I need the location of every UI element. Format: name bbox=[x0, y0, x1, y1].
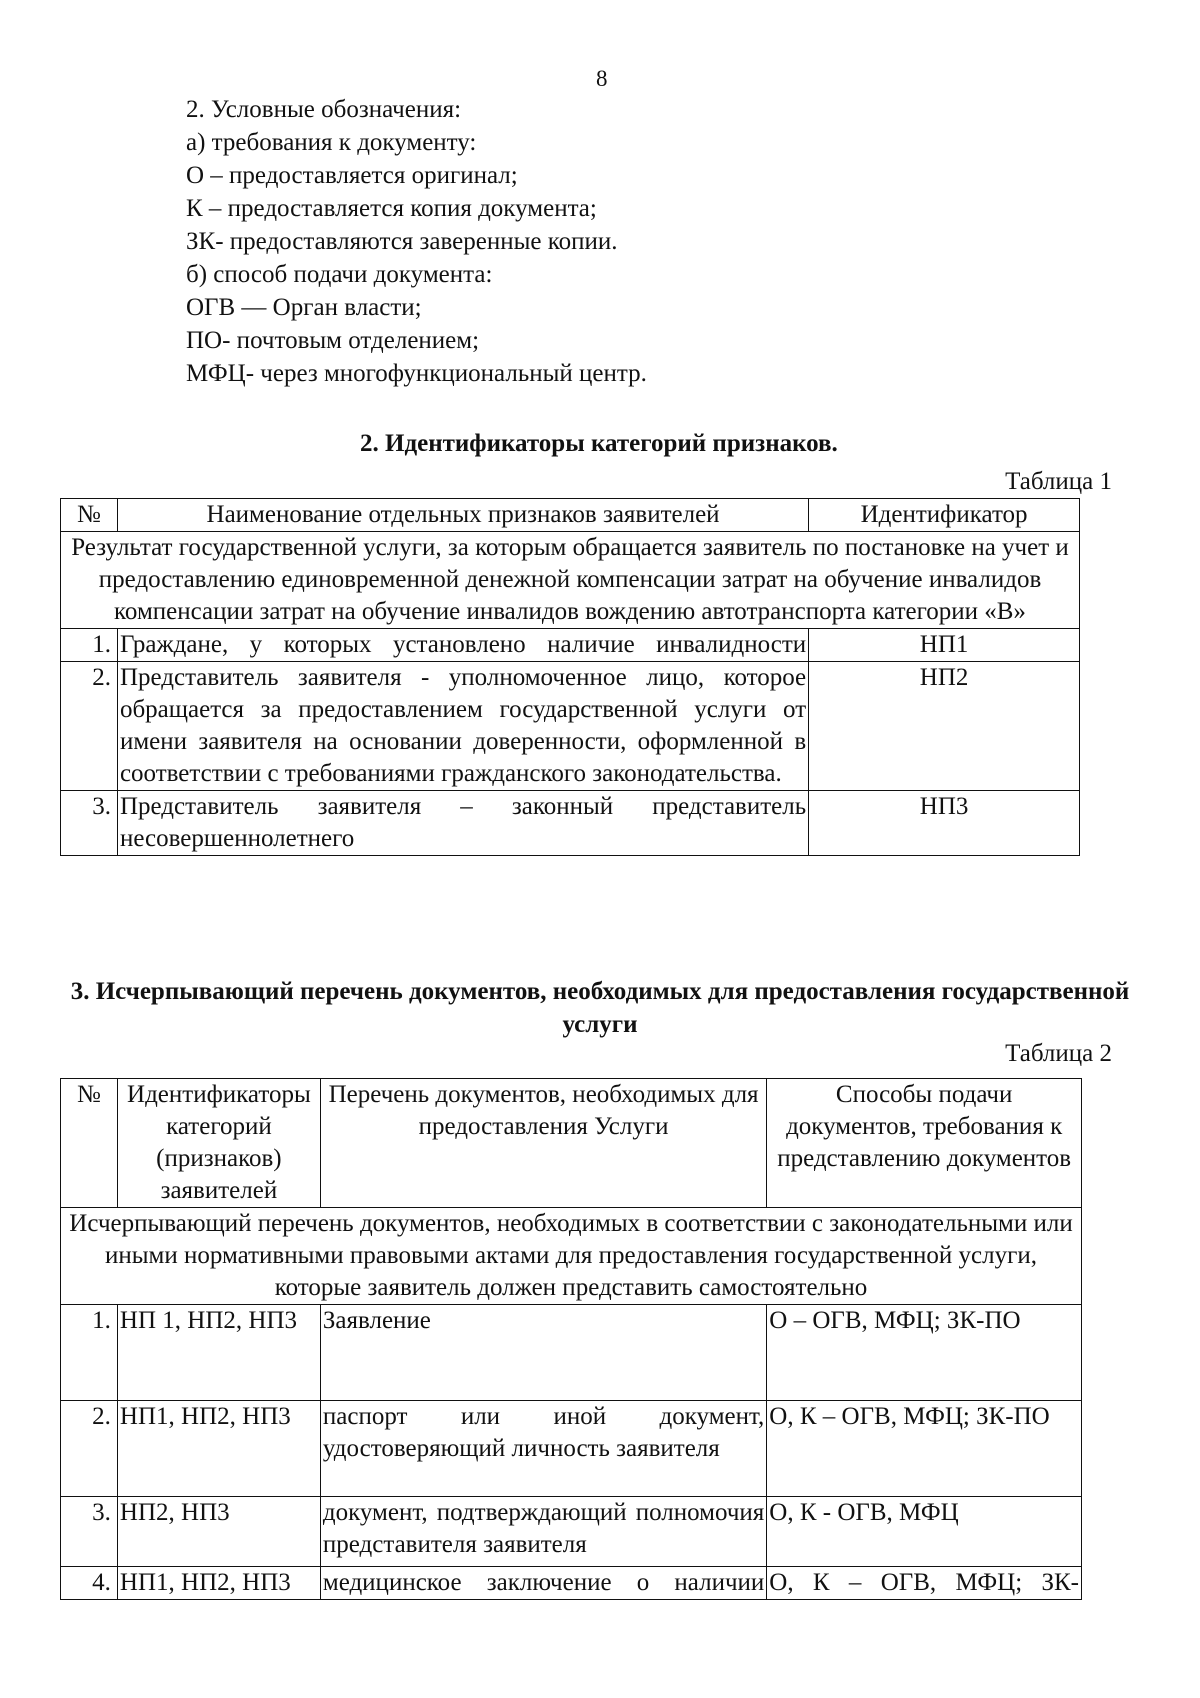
table-2 bbox=[60, 1078, 1082, 1600]
row-identifiers: НП1, НП2, НП3 bbox=[117, 1567, 320, 1600]
row-number: 3. bbox=[61, 1497, 118, 1567]
table-1-caption: Таблица 1 bbox=[1005, 468, 1112, 495]
group-cell: Результат государственной услуги, за которым обращается заявитель по постановке на учет и предоставлению единовременной денежной компенсации затрат на обучение инвалидов компенсации затрат на обучение инвалидов вождению автотранспорта категории «В» bbox=[61, 532, 1080, 629]
row-number: 3. bbox=[61, 791, 118, 856]
legend-line: МФЦ- через многофункциональный центр. bbox=[186, 360, 647, 387]
row-number: 1. bbox=[61, 629, 118, 662]
row-number: 2. bbox=[61, 1401, 118, 1497]
row-identifiers: НП2, НП3 bbox=[117, 1497, 320, 1567]
row-method: О, К – ОГВ, МФЦ; ЗК- bbox=[767, 1567, 1082, 1600]
row-number: 2. bbox=[61, 662, 118, 791]
row-identifier: НП1 bbox=[809, 629, 1080, 662]
row-method: О – ОГВ, МФЦ; ЗК-ПО bbox=[767, 1305, 1082, 1401]
row-document: документ, подтверждающий полномочия представителя заявителя bbox=[320, 1497, 766, 1567]
legend-line: О – предоставляется оригинал; bbox=[186, 162, 518, 189]
header-cell: № bbox=[61, 1079, 118, 1208]
row-document: паспорт или иной документ, удостоверяющий личность заявителя bbox=[320, 1401, 766, 1497]
legend-line: ОГВ — Орган власти; bbox=[186, 294, 422, 321]
row-method: О, К – ОГВ, МФЦ; ЗК-ПО bbox=[767, 1401, 1082, 1497]
section-2-title: 2. Идентификаторы категорий признаков. bbox=[360, 430, 838, 457]
table-row bbox=[61, 662, 1080, 791]
group-cell: Исчерпывающий перечень документов, необходимых в соответствии с законодательными или иными нормативными правовыми актами для предоставления государственной услуги, которые заявитель должен представить самостоятельно bbox=[61, 1208, 1082, 1305]
legend-line: ЗК- предоставляются заверенные копии. bbox=[186, 228, 618, 255]
row-name: Представитель заявителя - уполномоченное лицо, которое обращается за предоставлением государственной услуги от имени заявителя на основании доверенности, оформленной в соответствии с требованиями гражданского законодательства. bbox=[117, 662, 808, 791]
row-method: О, К - ОГВ, МФЦ bbox=[767, 1497, 1082, 1567]
table-row bbox=[61, 1401, 1082, 1497]
table-row bbox=[61, 629, 1080, 662]
table-row bbox=[61, 1497, 1082, 1567]
section-3-title: 3. Исчерпывающий перечень документов, необходимых для предоставления государственной услуги bbox=[70, 978, 1130, 1038]
table-header-row bbox=[61, 1079, 1082, 1208]
row-document: Заявление bbox=[320, 1305, 766, 1401]
legend-notes bbox=[186, 93, 647, 390]
header-cell: Идентификатор bbox=[809, 499, 1080, 532]
row-identifier: НП3 bbox=[809, 791, 1080, 856]
page-number: 8 bbox=[596, 66, 608, 91]
table-row bbox=[61, 1305, 1082, 1401]
table-header-row bbox=[61, 499, 1080, 532]
legend-heading: 2. Условные обозначения: bbox=[186, 96, 462, 123]
legend-line: а) требования к документу: bbox=[186, 129, 477, 156]
row-identifier: НП2 bbox=[809, 662, 1080, 791]
table-row bbox=[61, 791, 1080, 856]
legend-line: К – предоставляется копия документа; bbox=[186, 195, 597, 222]
legend-line: б) способ подачи документа: bbox=[186, 261, 493, 288]
row-identifiers: НП1, НП2, НП3 bbox=[117, 1401, 320, 1497]
row-number: 4. bbox=[61, 1567, 118, 1600]
row-name: Граждане, у которых установлено наличие инвалидности bbox=[117, 629, 808, 662]
table-1 bbox=[60, 498, 1080, 856]
row-identifiers: НП 1, НП2, НП3 bbox=[117, 1305, 320, 1401]
header-cell: № bbox=[61, 499, 118, 532]
legend-line: ПО- почтовым отделением; bbox=[186, 327, 480, 354]
table-row bbox=[61, 1567, 1082, 1600]
table-group-row bbox=[61, 532, 1080, 629]
header-cell: Способы подачи документов, требования к представлению документов bbox=[767, 1079, 1082, 1208]
table-2-caption: Таблица 2 bbox=[1005, 1040, 1112, 1067]
header-cell: Перечень документов, необходимых для предоставления Услуги bbox=[320, 1079, 766, 1208]
row-number: 1. bbox=[61, 1305, 118, 1401]
header-cell: Наименование отдельных признаков заявителей bbox=[117, 499, 808, 532]
row-name: Представитель заявителя – законный представитель несовершеннолетнего bbox=[117, 791, 808, 856]
row-document: медицинское заключение о наличии bbox=[320, 1567, 766, 1600]
table-group-row bbox=[61, 1208, 1082, 1305]
header-cell: Идентификаторы категорий (признаков) заявителей bbox=[117, 1079, 320, 1208]
